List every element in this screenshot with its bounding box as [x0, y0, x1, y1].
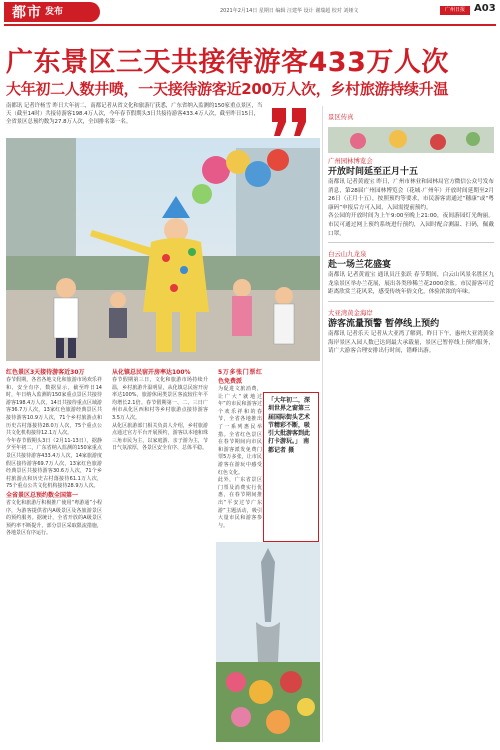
- side-item-1-title: 开放时间延至正月十五: [328, 167, 419, 177]
- page-number: A03: [474, 3, 496, 14]
- issue-line: 2021年2月14日 星期日 编辑 汪建华 设计 谢瑞超 校对 刘娅文: [220, 8, 359, 14]
- column-1-body-2: 今年春节假期头3日（2月11-13日），据静夕至年初二，广东省纳入监测的150家重点景区共接待游客433.4万人次，14家旅游度假区接待游客69.7万人次，13家红色旅游经典景区共接待游客30.6万人次，71个乡村旅游点和历史古村落接待61.1万人次，75个重点公共文化机构接待28.9万人次。: [6, 437, 102, 490]
- column-3: [218, 368, 262, 530]
- sidebar-label: 景区传真: [328, 113, 354, 121]
- issue-badge: 广州日报: [440, 6, 470, 15]
- tower-photo: [216, 542, 320, 742]
- masthead: [0, 0, 500, 24]
- main-photo: [6, 138, 320, 361]
- sidebar-articles: [328, 156, 494, 356]
- photo-caption: 「大年初二，深圳世界之窗第三届国际街头艺术节精彩不断，吸引大批游客到此打卡游玩。」 南都记者 摄: [263, 392, 319, 542]
- side-item-1-kicker: 广州园林博览会: [328, 157, 373, 165]
- column-1: [6, 368, 102, 538]
- section-name: 都市: [12, 5, 42, 21]
- subheadline: 大年初二人数井喷，一天接待游客近200万人次，乡村旅游持续升温: [6, 80, 449, 98]
- side-item-1-body: 南都讯 记者黄霞宝 昨日，广州市林业和园林局官方微信公众号发布消息，第28届广州园林博览会（花城·广州年）开放时间延期至2月26日（正月十五），按照预约等要求，市民游客需通过“穗康”或“粤康码”申报后方可入园，入园需提前预约。: [328, 179, 494, 211]
- column-2-body: 春节假期第三日，文化和旅游市场持续升温，乡村旅游升温明显，从化镇总民宿开房率达100%，旅游休闲类景区客流较往年平均增长2.1倍。春节假期第一、二、三日广州市从化区西和村等乡村旅游点接待游客3.5万人次。: [112, 377, 208, 421]
- quote-mark-icon: [268, 106, 312, 138]
- side-item-1-body-2: 各公园的开放时间为上午9:00至晚上21:00，夜间游园灯光绚丽。市民可通过网上预约系统进行预约，入园时配合测温、扫码，佩戴口罩。: [328, 213, 494, 237]
- side-item-3-body: 南都讯 记者乐天 记者从大亚湾了解到，昨日下午，惠州大亚湾黄金海岸景区入园人数已达到最大承载量，景区已暂停线上预约服务，请广大游客合理安排出行时间，错峰出游。: [328, 330, 494, 355]
- column-1-heading-2: 全省景区总预约数全国第一: [6, 491, 79, 499]
- lead-paragraph: 南都讯 记者许杨雪 昨日大年初二，南都记者从省文化和旅游厅获悉，广东省纳入监测的150家重点景区，当天（截至14时）共接待游客198.4万人次，今年春节假期头3日共接待游客433.4万人次，截至昨日15日，全省景区总预约数为27.8万人次，全国排名第一名。: [6, 103, 263, 125]
- headline: 广东景区三天共接待游客433万人次: [6, 47, 449, 78]
- side-item-3-kicker: 大亚湾黄金海岸: [328, 308, 373, 317]
- side-divider-1: [328, 242, 494, 243]
- section-brand: [4, 2, 100, 22]
- column-3-body: 为促进文旅消费，让广大“就地过年”的市民和游客过个欢乐祥和的春节，全省各地推出了一系列惠民举措。全省红色景区在春节期间向市民和游客派发免费门票5万多张，让市民游客在游玩中感受红色文化。: [218, 386, 262, 476]
- column-3-body-2: 此外，广东省景区门票及消费实行优惠，在春节期间推出“平安过节广东游”主题活动，吸引大量市民和游客参与。: [218, 477, 262, 529]
- side-item-2-title: 赴一场兰花盛宴: [328, 260, 392, 271]
- column-1-heading: 红色景区3天接待游客近30万: [6, 369, 85, 376]
- sidebar-label-area: [328, 112, 494, 122]
- column-2: [112, 368, 208, 453]
- column-2-body-2: 从化区旅游部门相关负责人介绍，乡村旅游点通过官方平台开展预约，游客以本地和珠三角市民为主，以家庭游、亲子游为主，节日气氛浓厚，各景区安全有序、总体平稳。: [112, 422, 208, 452]
- column-3-heading: 5万多张门票红色免费派: [218, 369, 262, 385]
- side-item-3-title: 游客流量预警 暂停线上预约: [328, 318, 440, 329]
- section-sub: 发布: [45, 6, 64, 17]
- column-1-body: 春节假期，各省各地文化和旅游市场欢乐祥和、安全有序，数据显示，截至昨日14时，年日纳入监测的150家重点景区共接待游客198.4万人次，14日共接待重点区域游客36.7万人次，13家红色旅游经典景区共接待游客10.9万人次，71个乡村旅游点和历史古村落接待28.0万人次，75个重点公共文化机构接待12.1万人次。: [6, 377, 102, 437]
- sidebar-photo: [328, 127, 494, 153]
- side-item-2-body: 南都讯 记者黄霞宝 通讯员汪张跃 春节期间，白云山风景名胜区九龙泉景区举办兰花展，展出各类珍稀兰花2000余盆。市民游客可近距离欣赏兰花风采，感受传统年俗文化，体验浓浓的年味。: [328, 272, 494, 296]
- column-2-heading: 从化镇总民宿开房率达100%: [112, 369, 191, 376]
- side-divider-2: [328, 301, 494, 302]
- column-divider: [322, 106, 323, 742]
- column-1-body-3: 省文化和旅游厅积极推广使用“粤游通”小程序，为游客提供省内A级景区及各旅游景区的预约服务。据统计，全省开放的A级景区预约率不断提升，部分景区采取限流措施，各地景区有序运行。: [6, 499, 102, 537]
- masthead-rule: [4, 24, 496, 26]
- side-item-2-kicker: 白云山九龙泉: [328, 250, 367, 259]
